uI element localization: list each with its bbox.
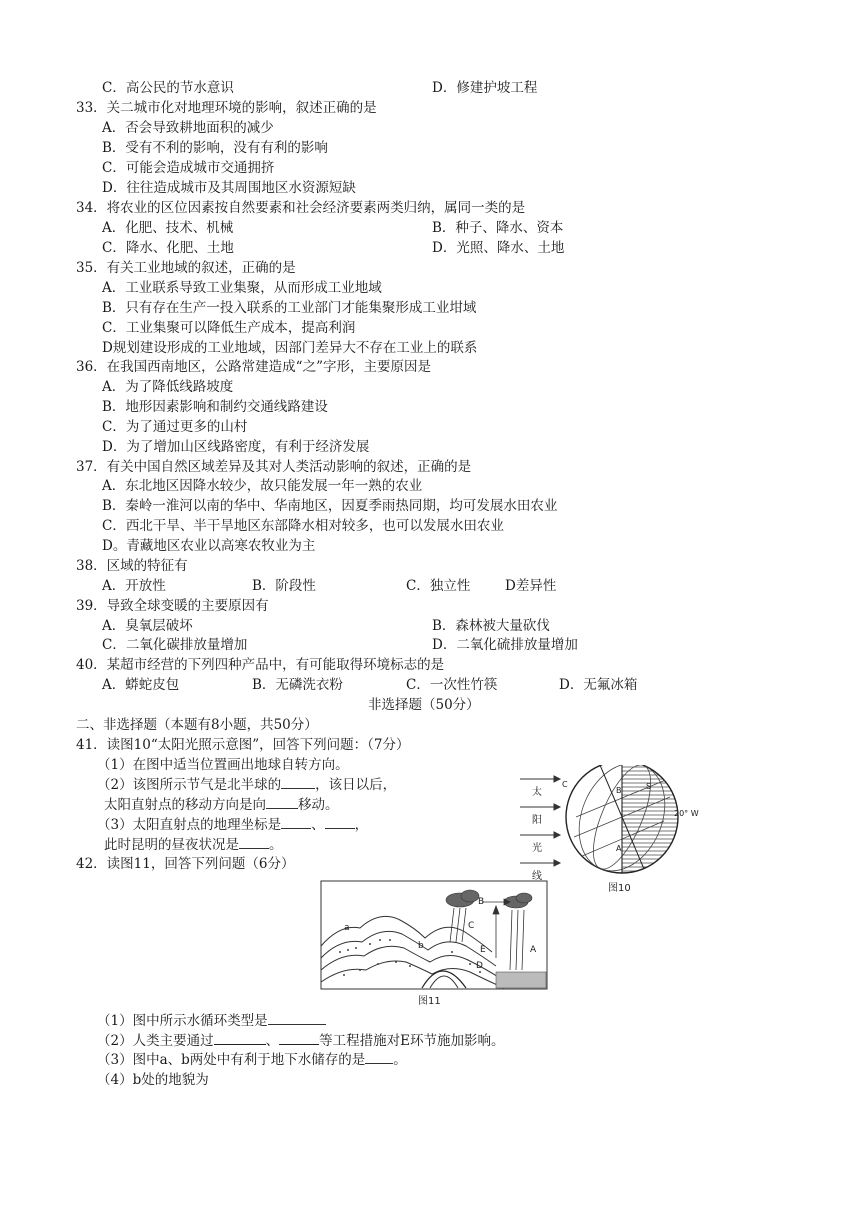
night-hemisphere [622,765,682,873]
q41-part-3 [97,816,368,835]
question-34-stem: 34．将农业的区位因素按自然要素和社会经济要素两类归纳，属同一类的是 [76,200,526,216]
q36-option-d: D．为了增加山区线路密度，有利于经济发展 [102,439,370,455]
answer-blank[interactable] [214,1032,266,1045]
q34-option-c: C．降水、化肥、土地 [102,240,234,256]
q42-p3-text-b: 。 [393,1052,407,1068]
section-2-heading: 二、非选择题（本题有8小题，共50分） [76,717,318,733]
q33-option-d: D．往往造成城市及其周围地区水资源短缺 [102,180,356,196]
question-35-stem: 35．有关工业地域的叙述，正确的是 [76,260,296,276]
label-upper-b: B [478,897,485,907]
question-36-stem: 36．在我国西南地区，公路常建造成“之”字形，主要原因是 [76,359,431,375]
q36-option-c: C．为了通过更多的山村 [102,419,248,435]
q35-option-c: C．工业集聚可以降低生产成本，提高利润 [102,320,356,336]
q41-p2-text-c: 太阳直射点的移动方向是向 [104,797,266,813]
option-c: C．高公民的节水意识 [102,80,234,96]
point-label-b: B [616,786,622,795]
longitude-label: 20° W [674,809,699,818]
q40-option-b: B．无磷洗衣粉 [252,677,343,693]
q35-option-b: B．只有存在生产一投入联系的工业部门才能集聚形成工业坩域 [102,300,477,316]
q40-option-d: D．无氟冰箱 [559,677,638,693]
q37-option-b: B．秦岭一淮河以南的华中、华南地区，因夏季雨热同期，均可发展水田农业 [102,498,558,514]
q35-option-a: A．工业联系导致工业集聚，从而形成工业地域 [102,280,382,296]
label-b: b [418,941,424,951]
q41-p2-text-a: （2）该图所示节气是北半球的 [97,777,282,793]
q39-option-c: C．二氧化碳排放量增加 [102,637,248,653]
q42-part-4: （4）b处的地貌为 [97,1072,209,1088]
globe [563,765,682,884]
answer-blank[interactable] [281,776,315,789]
q40-option-a: A．蟒蛇皮包 [102,677,180,693]
q37-option-d: D。青藏地区农业以高寒农牧业为主 [102,538,316,554]
q33-option-c: C．可能会造成城市交通拥挤 [102,160,275,176]
answer-blank[interactable] [365,1051,393,1064]
q34-option-d: D．光照、降水、土地 [432,240,565,256]
q40-option-c: C．一次性竹筷 [406,677,498,693]
q41-p3-text-d: 此时昆明的昼夜状况是 [104,837,239,853]
question-38-stem: 38．区域的特征有 [76,558,188,574]
label-e: E [480,945,486,955]
water-body [496,972,546,988]
section-title: 非选择题（50分） [368,697,480,713]
q41-part-3-cont [104,836,283,855]
q34-option-b: B．种子、降水、资本 [432,220,564,236]
q38-option-a: A．开放性 [102,578,166,594]
q41-part-1: （1）在图中适当位置画出地球自转方向。 [97,757,349,773]
sun-label-char: 阳 [532,815,542,826]
q42-part-1 [97,1012,326,1031]
label-a-upper: A [530,945,537,955]
question-37-stem: 37．有关中国自然区域差异及其对人类活动影响的叙述，正确的是 [76,459,472,475]
q41-p3-text-b: 、 [311,817,325,833]
q39-option-b: B．森林被大量砍伐 [432,618,550,634]
answer-blank[interactable] [268,1012,326,1025]
q41-p3-text-c: ， [354,817,369,833]
question-39-stem: 39．导致全球变暖的主要原因有 [76,598,269,614]
q39-option-a: A．臭氧层破坏 [102,618,193,634]
figure-11-caption: 图11 [418,996,441,1007]
point-label-c: C [562,780,568,789]
answer-blank[interactable] [266,796,298,809]
q42-p2-text-b: 、 [265,1033,280,1049]
question-41-stem: 41．读图10“太阳光照示意图”，回答下列问题：（7分） [76,737,410,753]
label-d: D [476,961,483,971]
q34-option-a: A．化肥、技术、机械 [102,220,234,236]
q37-option-c: C．西北干旱、半干旱地区东部降水相对较多，也可以发展水田农业 [102,518,504,534]
figure-10-sunlight-diagram [514,765,704,897]
q42-p3-text-a: （3）图中a、b两处中有利于地下水储存的是 [97,1052,366,1068]
question-40-stem: 40．某超市经营的下列四种产品中，有可能取得环境标志的是 [76,657,445,673]
q41-part-2-cont [104,796,339,815]
question-33-stem: 33．关二城市化对地理环境的影响，叙述正确的是 [76,100,377,116]
q39-option-d: D．二氧化硫排放量增加 [432,637,578,653]
q42-part-3 [97,1051,407,1070]
q33-option-b: B．受有不利的影响，没有有利的影响 [102,140,328,156]
answer-blank[interactable] [279,1032,319,1045]
q42-p1-text: （1）图中所示水循环类型是 [97,1013,268,1029]
point-label-a: A [616,844,622,853]
answer-blank[interactable] [239,836,269,849]
q41-p3-text-e: 。 [269,837,283,853]
q36-option-b: B．地形因素影响和制约交通线路建设 [102,399,328,415]
sun-label-char: 太 [532,787,542,798]
clouds [446,890,532,908]
sun-label-char: 线 [532,871,542,882]
q41-p2-text-b: ，该日以后， [315,777,397,793]
q41-p2-text-d: 移动。 [298,797,339,813]
q42-p2-text-a: （2）人类主要通过 [97,1033,214,1049]
figure-10-caption: 图10 [608,883,631,894]
label-a: a [344,923,350,933]
question-42-stem: 42．读图11，回答下列问题（6分） [76,856,295,872]
option-d: D．修建护坡工程 [432,80,538,96]
q41-part-2 [97,776,396,795]
answer-blank[interactable] [325,816,355,829]
q33-option-a: A．否会导致耕地面积的减少 [102,120,274,136]
q42-p2-text-c: 等工程措施对E环节施加影响。 [319,1033,505,1049]
q37-option-a: A．东北地区因降水较少，故只能发展一年一熟的农业 [102,478,423,494]
q38-option-b: B．阶段性 [252,578,316,594]
q38-option-d: D差异性 [505,578,557,594]
point-label-s: S [646,782,652,791]
sun-label-char: 光 [532,843,542,854]
terrain-dots [339,939,481,976]
q41-p3-text-a: （3）太阳直射点的地理坐标是 [97,817,282,833]
q36-option-a: A．为了降低线路坡度 [102,379,234,395]
q35-option-d: D规划建设形成的工业地域，因部门差异大不存在工业上的联系 [102,340,478,356]
label-c: C [468,921,475,931]
figure-11-water-cycle [320,880,548,1008]
q38-option-c: C．独立性 [406,578,471,594]
q42-part-2 [97,1032,504,1051]
answer-blank[interactable] [281,816,311,829]
